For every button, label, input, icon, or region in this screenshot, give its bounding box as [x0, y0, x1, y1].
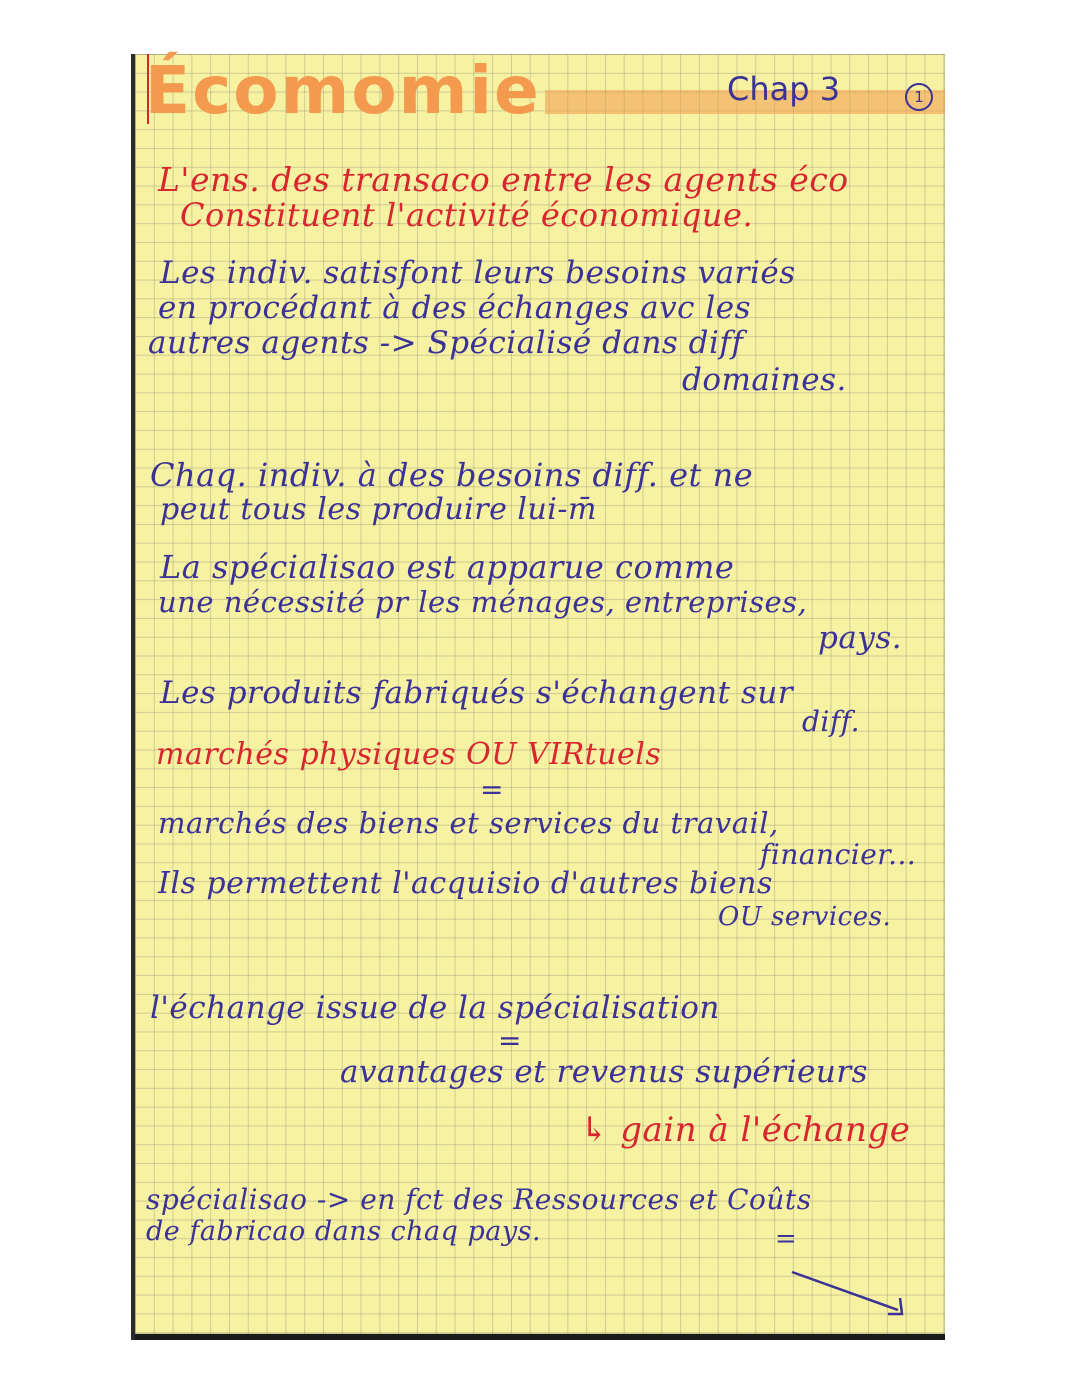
- note-line: en procédant à des échanges avc les: [158, 290, 752, 326]
- note-line: =: [775, 1224, 798, 1254]
- note-line: financier...: [760, 838, 917, 871]
- chapter-label: Chap 3: [727, 70, 841, 108]
- note-line: marchés des biens et services du travail,: [158, 806, 779, 840]
- note-line: Constituent l'activité économique.: [180, 196, 754, 234]
- note-line: domaines.: [682, 362, 847, 398]
- notebook-binding: [135, 1334, 945, 1340]
- note-line: Les produits fabriqués s'échangent sur: [160, 675, 794, 711]
- note-line: Chaq. indiv. à des besoins diff. et ne: [150, 456, 754, 494]
- page-title: Écomomie: [145, 52, 541, 129]
- note-line: Ils permettent l'acquisio d'autres biens: [158, 866, 773, 901]
- title-block: [145, 52, 541, 129]
- note-line: autres agents -> Spécialisé dans diff: [148, 325, 744, 361]
- note-line: La spécialisao est apparue comme: [160, 548, 735, 586]
- note-line: spécialisao -> en fct des Ressources et Coûts: [146, 1183, 812, 1216]
- note-line: pays.: [818, 620, 903, 656]
- note-line: de fabricao dans chaq pays.: [146, 1216, 542, 1247]
- note-line: peut tous les produire lui-m̄: [160, 492, 597, 527]
- note-line: L'ens. des transaco entre les agents éco: [158, 160, 849, 199]
- note-line: l'échange issue de la spécialisation: [150, 990, 720, 1026]
- arrow-icon: [790, 1268, 920, 1328]
- note-line: Les indiv. satisfont leurs besoins variés: [160, 255, 796, 291]
- note-line: =: [480, 773, 504, 806]
- note-line: ↳ gain à l'échange: [580, 1110, 911, 1150]
- page-number: 1: [905, 83, 933, 111]
- note-line: avantages et revenus supérieurs: [340, 1054, 869, 1090]
- note-line: diff.: [802, 705, 861, 738]
- note-line: =: [498, 1024, 522, 1057]
- note-line: marchés physiques OU VIRtuels: [156, 737, 662, 772]
- note-line: OU services.: [718, 902, 892, 932]
- note-line: une nécessité pr les ménages, entreprises,: [158, 585, 808, 619]
